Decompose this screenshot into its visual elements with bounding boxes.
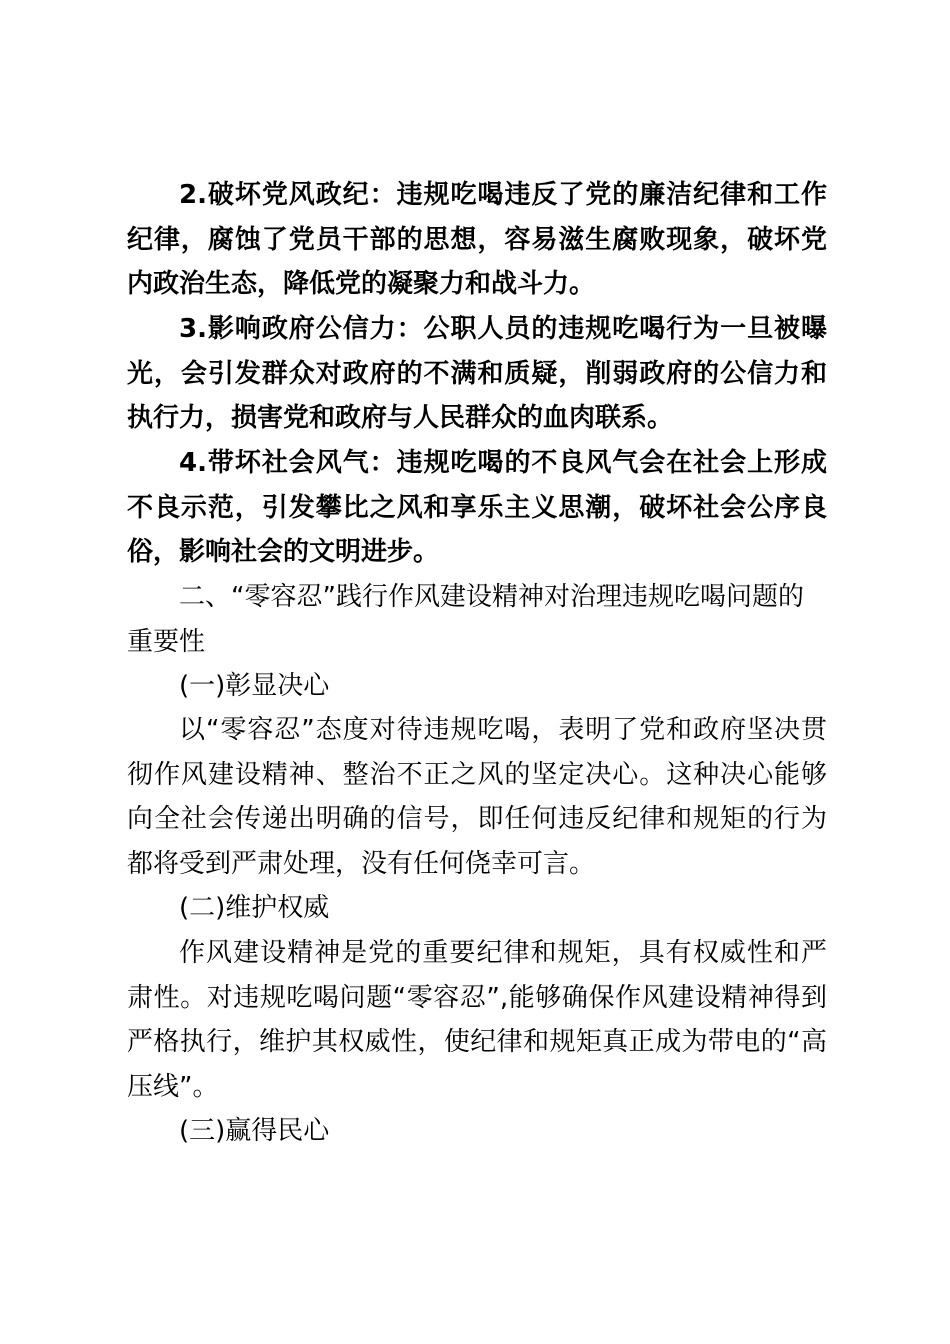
paragraph-authority: 作风建设精神是党的重要纪律和规矩，具有权威性和严肃性。对违规吃喝问题“零容忍”,能够确保作风建设精神得到严格执行，维护其权威性，使纪律和规矩真正成为带电的“高压线”。 xyxy=(127,938,827,1102)
paragraph-determination: 以“零容忍”态度对待违规吃喝，表明了党和政府坚决贯彻作风建设精神、整治不正之风的坚定决心。这种决心能够向全社会传递出明确的信号，即任何违反纪律和规矩的行为都将受到严肃处理，没有任何侥幸可言。 xyxy=(127,715,827,879)
paragraph-social-atmosphere: 4.带坏社会风气：违规吃喝的不良风气会在社会上形成不良示范，引发攀比之风和享乐主义思潮，破坏社会公序良俗，影响社会的文明进步。 xyxy=(127,448,827,567)
subheading-authority: (二)维护权威 xyxy=(179,893,330,923)
subheading-determination: (一)彰显决心 xyxy=(179,671,330,701)
paragraph-government-credibility: 3.影响政府公信力：公职人员的违规吃喝行为一旦被曝光，会引发群众对政府的不满和质疑，削弱政府的公信力和执行力，损害党和政府与人民群众的血肉联系。 xyxy=(127,314,827,433)
paragraph-party-discipline: 2.破坏党风政纪：违规吃喝违反了党的廉洁纪律和工作纪律，腐蚀了党员干部的思想，容易滋生腐败现象，破坏党内政治生态，降低党的凝聚力和战斗力。 xyxy=(127,180,827,299)
subheading-public-support: (三)赢得民心 xyxy=(179,1116,330,1146)
section-heading-two: 二、“零容忍”践行作风建设精神对治理违规吃喝问题的重要性 xyxy=(127,582,804,657)
